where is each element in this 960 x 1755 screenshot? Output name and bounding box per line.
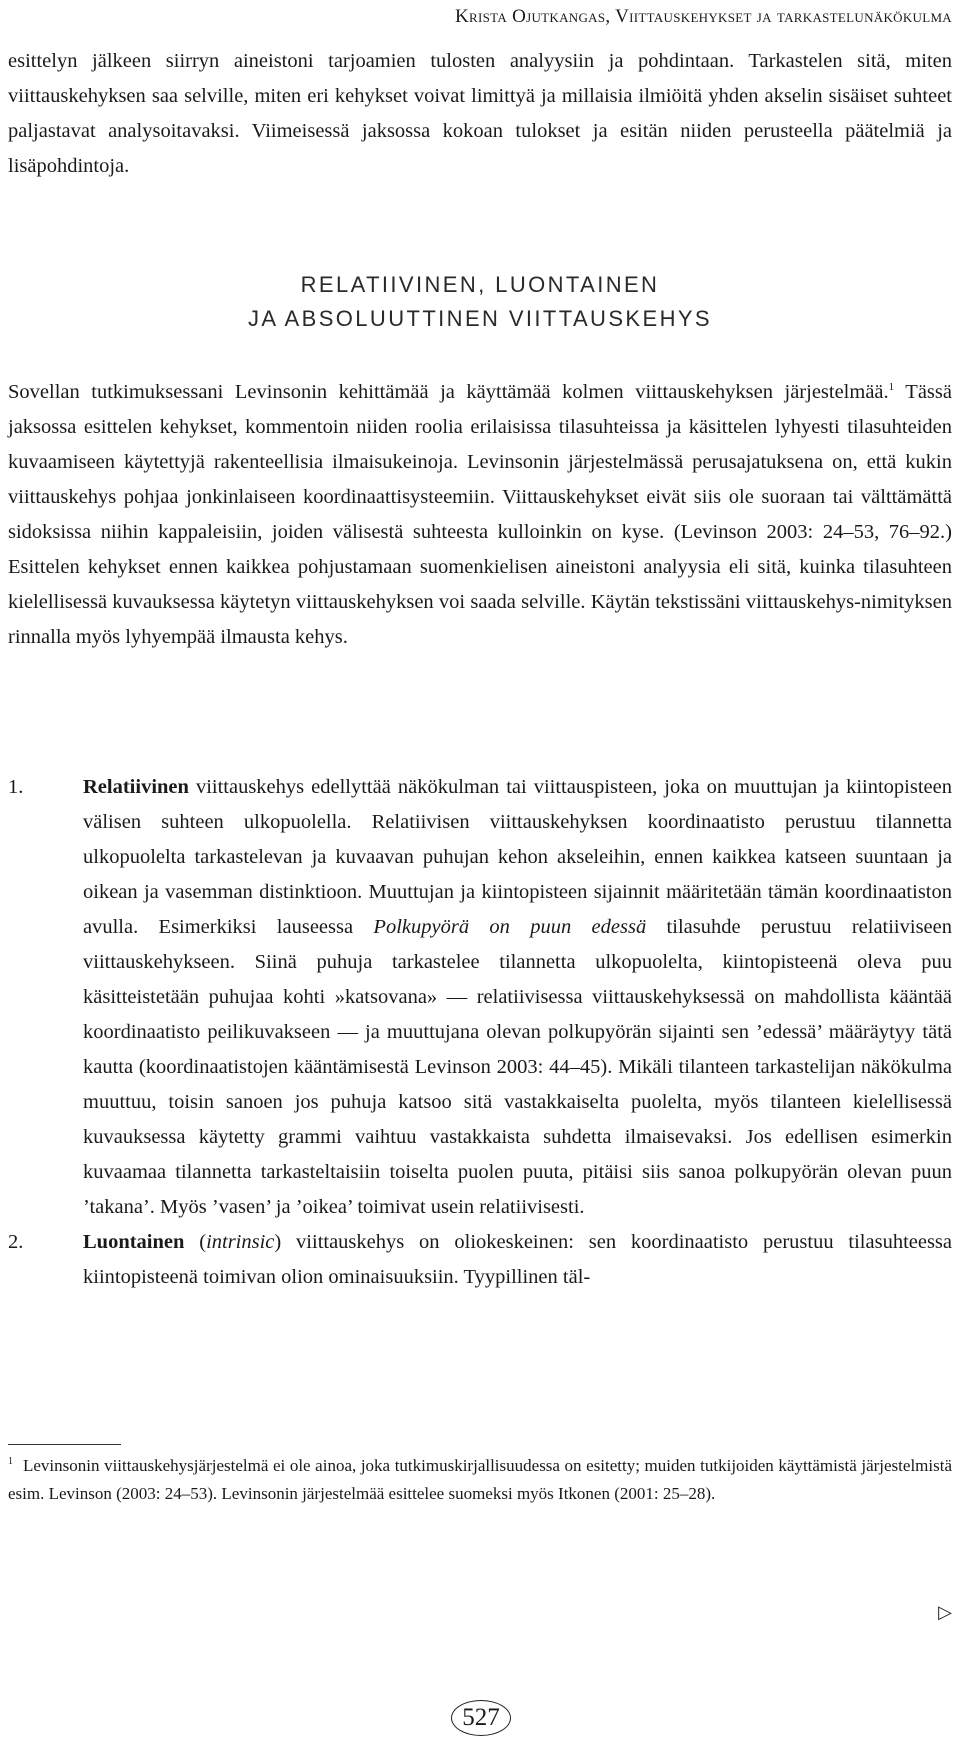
page-number: 527 — [451, 1700, 511, 1736]
list-item-term-english: intrinsic — [206, 1231, 275, 1253]
footnote-reference[interactable]: 1 — [888, 381, 895, 394]
footnote-text: Levinsonin viittauskehysjärjestelmä ei ole ainoa, joka tutkimuskirjallisuudessa on esitetty; muiden tutkijoiden käyttämistä järjestelmistä esim. Levinson (2003: 24–53). Levinsonin järjestelmää esittelee suomeksi myös Itkonen (2001: 25–28). — [8, 1456, 952, 1503]
section-paragraph — [8, 375, 952, 655]
section-heading-line-1: RELATIIVINEN, LUONTAINEN — [300, 272, 660, 297]
footnote-marker: 1 — [8, 1456, 13, 1468]
footnote-divider — [8, 1444, 121, 1445]
triangle-right-icon[interactable]: ▷ — [938, 1602, 952, 1623]
list-item-text: viittauskehys edellyttää näkökulman tai viittauspisteen, joka on muuttujan ja kiintopisteen välisen suhteen ulkopuolella. Relatiivisen viittauskehyksen koordinaatisto perustuu tilannetta ulkopuolelta tarkastelevan ja kuvaavan puhujan kehon akseleihin, ennen kaikkea katseen suuntaan ja oikean ja vasemman distinktioon. Muuttujan ja kiintopisteen sijainnit määritetään tämän koordinaatiston avulla. Esimerkiksi lauseessa — [83, 776, 952, 938]
list-item-text-continued: tilasuhde perustuu relatiiviseen viittauskehykseen. Siinä puhuja tarkastelee tilannetta ulkopuolelta, kiintopisteenä oleva puu käsitteistetään puhujaa kohti »katsovana» — relatiivisessa viittauskehyksessä on mahdollista kääntää koordinaatisto peilikuvakseen — ja muuttujana olevan polkupyörän sijainti sen ’edessä’ määräytyy tätä kautta (koordinaatistojen kääntämisestä Levinson 2003: 44–45). Mikäli tilanteen tarkastelijan näkökulma muuttuu, toisin sanoen jos puhuja katsoo sitä vastakkaiselta puolelta, myös tilanteen kielellisessä kuvauksessa käytetty grammi vaihtuu vastakkaista suhdetta ilmaisevaksi. Jos edellisen esimerkin kuvaamaa tilannetta tarkasteltaisiin toiselta puolen puuta, pitäisi siis sanoa polkupyörän olevan puun ’takana’. Myös ’vasen’ ja ’oikea’ toimivat usein relatiivisesti. — [83, 916, 952, 1218]
reference-frame-list — [8, 770, 952, 1295]
list-item-paren: ( — [184, 1231, 207, 1253]
list-item-number: 1. — [8, 776, 24, 798]
list-item-term: Relatiivinen — [83, 776, 189, 798]
list-item — [8, 770, 952, 1225]
footnote — [8, 1452, 952, 1508]
list-item-text: ) viittauskehys on oliokeskeinen: sen koordinaatisto perustuu tilasuhteessa kiintopisteenä toimivan olion ominaisuuksiin. Tyypillinen täl- — [83, 1231, 953, 1288]
section-paragraph-text-1: Sovellan tutkimuksessani Levinsonin kehittämää ja käyttämää kolmen viittauskehyksen järjestelmää. — [8, 381, 889, 403]
list-item-term: Luontainen — [83, 1231, 185, 1253]
running-head: Krista Ojutkangas, Viittauskehykset ja tarkastelunäkökulma — [455, 6, 952, 27]
section-heading — [0, 268, 960, 336]
list-item-example: Polkupyörä on puun edessä — [373, 916, 647, 938]
list-item — [8, 1225, 952, 1295]
intro-paragraph: esittelyn jälkeen siirryn aineistoni tarjoamien tulosten analyysiin ja pohdintaan. Tarkastelen sitä, miten viittauskehyksen saa selville, miten eri kehykset voivat limittyä ja millaisia ilmiöitä yhden akselin sisäiset suhteet paljastavat analysoitavaksi. Viimeisessä jaksossa kokoan tulokset ja esitän niiden perusteella päätelmiä ja lisäpohdintoja. — [8, 50, 952, 177]
section-paragraph-text-2: Tässä jaksossa esittelen kehykset, kommentoin niiden roolia erilaisissa tilasuhteissa ja käsittelen lyhyesti tilasuhteiden kuvaamiseen käytettyjä rakenteellisia ilmaisukeinoja. Levinsonin järjestelmässä perusajatuksena on, että kukin viittauskehys pohjaa jonkinlaiseen koordinaattisysteemiin. Viittauskehykset eivät siis ole suoraan tai välttämättä sidoksissa niihin kappaleisiin, joiden välisestä suhteesta kulloinkin on kyse. (Levinson 2003: 24–53, 76–92.) Esittelen kehykset ennen kaikkea pohjustamaan suomenkielisen aineistoni analyysia eli sitä, kuinka tilasuhteen kielellisessä kuvauksessa käytetyn viittauskehyksen voi saada selville. Käytän tekstissäni viittauskehys-nimityksen rinnalla myös lyhyempää ilmausta kehys. — [8, 381, 952, 648]
list-item-number: 2. — [8, 1231, 24, 1253]
section-heading-line-2: JA ABSOLUUTTINEN VIITTAUSKEHYS — [247, 306, 712, 331]
